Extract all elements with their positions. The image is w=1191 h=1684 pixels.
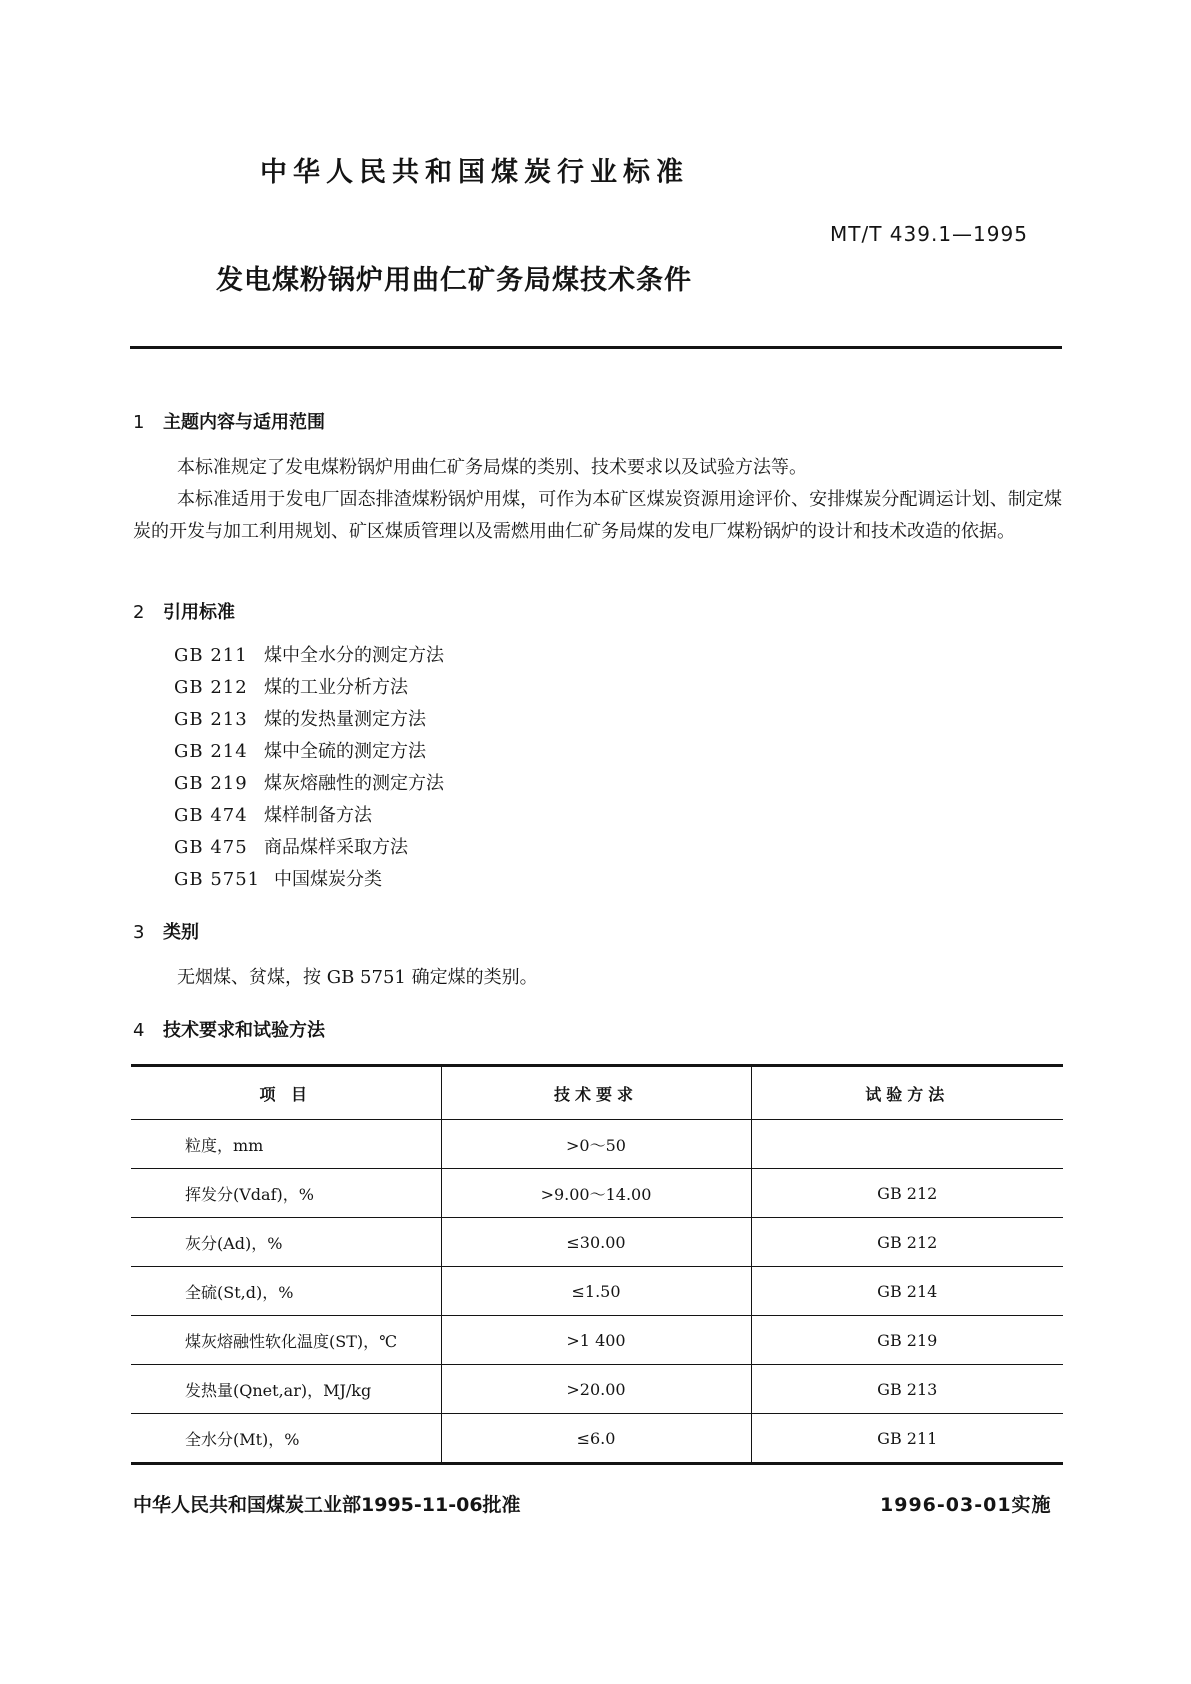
implementation-date: 1996-03-01实施 [880,1494,1052,1516]
requirement-cell: >9.00～14.00 [441,1169,751,1218]
reference-code: GB 219 [174,773,248,794]
list-item [174,832,444,864]
method-cell: GB 211 [751,1414,1063,1464]
reference-name: 煤中全硫的测定方法 [264,741,426,762]
table-row [131,1218,1063,1267]
section-1-number: 1 [133,412,145,433]
item-cell: 灰分(Ad)，% [131,1218,441,1267]
document-title: 发电煤粉锅炉用曲仁矿务局煤技术条件 [216,265,692,296]
table-row [131,1267,1063,1316]
list-item [174,640,444,672]
list-item [174,800,444,832]
approval-line: 中华人民共和国煤炭工业部1995-11-06批准 [133,1494,521,1516]
item-cell: 粒度，mm [131,1120,441,1169]
table-row [131,1169,1063,1218]
requirement-cell: ≤30.00 [441,1218,751,1267]
table-row [131,1365,1063,1414]
section-1-paragraph-1: 本标准规定了发电煤粉锅炉用曲仁矿务局煤的类别、技术要求以及试验方法等。 [177,457,807,478]
list-item [174,736,444,768]
reference-code: GB 213 [174,709,248,730]
reference-name: 中国煤炭分类 [274,869,382,890]
reference-code: GB 212 [174,677,248,698]
requirements-table [131,1064,1063,1465]
column-header-requirement: 技术要求 [441,1066,751,1120]
list-item [174,768,444,800]
section-2-title: 引用标准 [163,602,235,623]
section-1-title: 主题内容与适用范围 [163,412,325,433]
method-cell: GB 214 [751,1267,1063,1316]
standard-code: MT/T 439.1—1995 [830,222,1028,246]
item-cell: 煤灰熔融性软化温度(ST)，℃ [131,1316,441,1365]
item-cell: 全硫(St,d)，% [131,1267,441,1316]
section-3-title: 类别 [163,922,199,943]
reference-code: GB 214 [174,741,248,762]
column-header-method: 试验方法 [751,1066,1063,1120]
header-divider [130,346,1062,349]
list-item [174,704,444,736]
reference-code: GB 475 [174,837,248,858]
table-row [131,1316,1063,1365]
requirement-cell: >1 400 [441,1316,751,1365]
section-2-number: 2 [133,602,145,623]
requirement-cell: >20.00 [441,1365,751,1414]
reference-name: 商品煤样采取方法 [264,837,408,858]
method-cell: GB 219 [751,1316,1063,1365]
reference-name: 煤中全水分的测定方法 [264,645,444,666]
reference-name: 煤的工业分析方法 [264,677,408,698]
table-row [131,1414,1063,1464]
method-cell: GB 213 [751,1365,1063,1414]
section-1-paragraph-2: 本标准适用于发电厂固态排渣煤粉锅炉用煤，可作为本矿区煤炭资源用途评价、安排煤炭分配调运计划、制定煤炭的开发与加工利用规划、矿区煤质管理以及需燃用曲仁矿务局煤的发电厂煤粉锅炉的设计和技术改造的依据。 [133,489,1062,542]
reference-name: 煤的发热量测定方法 [264,709,426,730]
section-4-title: 技术要求和试验方法 [163,1020,325,1041]
section-4-number: 4 [133,1020,145,1041]
item-cell: 全水分(Mt)，% [131,1414,441,1464]
list-item [174,864,444,896]
table-header-row [131,1066,1063,1120]
method-cell: GB 212 [751,1169,1063,1218]
requirement-cell: ≤6.0 [441,1414,751,1464]
requirement-cell: >0～50 [441,1120,751,1169]
reference-code: GB 474 [174,805,248,826]
list-item [174,672,444,704]
reference-code: GB 211 [174,645,248,666]
column-header-item: 项 目 [131,1066,441,1120]
item-cell: 发热量(Qnet,ar)，MJ/kg [131,1365,441,1414]
method-cell: GB 212 [751,1218,1063,1267]
standard-title: 中华人民共和国煤炭行业标准 [260,157,689,188]
reference-name: 煤样制备方法 [264,805,372,826]
requirement-cell: ≤1.50 [441,1267,751,1316]
section-4-heading [133,1016,325,1042]
section-3-number: 3 [133,922,145,943]
method-cell [751,1120,1063,1169]
section-3-heading [133,918,199,944]
table-row [131,1120,1063,1169]
section-3-paragraph: 无烟煤、贫煤，按 GB 5751 确定煤的类别。 [177,967,538,988]
reference-name: 煤灰熔融性的测定方法 [264,773,444,794]
section-1-heading [133,408,325,434]
reference-code: GB 5751 [174,869,261,890]
section-2-heading [133,598,235,624]
item-cell: 挥发分(Vdaf)，% [131,1169,441,1218]
reference-list [174,640,444,896]
